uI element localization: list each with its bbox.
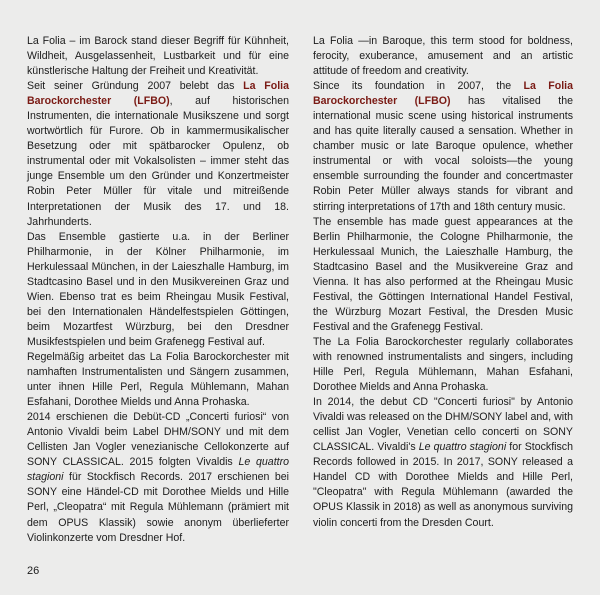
german-venues-paragraph: Das Ensemble gastierte u.a. in der Berliner Philharmonie, in der Kölner Philharmonie, im Herkulessaal München, in der Laieszhalle Hamburg, im Stadtcasino Basel und in den Musikvereinen Graz und Wien. Ebenso trat es beim Rheingau Musik Festival, bei den Internationalen Händelfestspielen Göttingen, beim Mozartfest Würzburg, bei den Dresdner Musikfestspielen und beim Grafenegg Festival auf.: [27, 230, 289, 348]
english-founding-paragraph: Since its foundation in 2007, the La Folia Barockorchester (LFBO) has vitalised the international music scene using historical instruments and has quite literally caused a sensation. Whether in chamber music or late Baroque opulence, whether instrumental or with vocal soloists—the young ensemble surrounding the founder and concertmaster Robin Peter Müller always stands for vibrant and stirring interpretations of 17th and 18th century music.: [313, 80, 574, 213]
album-title-italic: Le quattro stagioni: [27, 456, 289, 484]
ensemble-name-highlight: La Folia Barockorchester (LFBO): [27, 80, 289, 108]
german-intro-paragraph: La Folia – im Barock stand dieser Begriff für Kühnheit, Wildheit, Ausgelassenheit, Lustbarkeit und für eine künstlerische Haltung der Freiheit und Kreativität.: [27, 35, 289, 78]
german-discography-paragraph: 2014 erschienen die Debüt-CD „Concerti furiosi“ von Antonio Vivaldi beim Label DHM/SONY und mit dem Cellisten Jan Vogler venezianische Cellokonzerte auf SONY CLASSICAL. 2015 folgten Vivaldis Le quattro stagioni für Stockfisch Records. 2017 erschienen bei SONY eine Händel-CD mit Dorothee Mields und Hille Perl, „Cleopatra“ mit Regula Mühlemann (prämiert mit dem OPUS Klassik) sowie anonym überlieferter Violinkonzerte vom Dresdner Hof.: [27, 411, 289, 544]
german-founding-paragraph: Seit seiner Gründung 2007 belebt das La Folia Barockorchester (LFBO), auf historischen Instrumenten, die internationale Musikszene und sorgt wortwörtlich für Furore. Ob in kammermusikalischer Besetzung oder mit spätbarocker Opulenz, ob instrumental oder mit Vokalsolisten – immer steht das junge Ensemble um den Gründer und Konzertmeister Robin Peter Müller für vitale und mitreißende Interpretationen der Musik des 17. und 18. Jahrhunderts.: [27, 80, 289, 228]
english-column: [313, 34, 573, 531]
english-collaborators-paragraph: The La Folia Barockorchester regularly collaborates with renowned instrumentalists and singers, including Hille Perl, Regula Mühlemann, Mahan Esfahani, Dorothee Mields and Anna Prohaska.: [313, 335, 573, 394]
english-discography-paragraph: In 2014, the debut CD "Concerti furiosi" by Antonio Vivaldi was released on the DHM/SONY label and, with cellist Jan Vogler, Venetian cello concerti on SONY CLASSICAL. Vivaldi's Le quattro stagioni for Stockfisch Records followed in 2015. In 2017, SONY released a Handel CD with Dorothee Mields and Hille Perl, "Cleopatra" with Regula Mühlemann (awarded the OPUS Klassik in 2018) as well as anonymous surviving violin concerti from the Dresden Court.: [313, 396, 573, 529]
page-number: 26: [27, 565, 40, 577]
english-intro-paragraph: La Folia —in Baroque, this term stood for boldness, ferocity, exuberance, amusement and an artistic attitude of freedom and creativity.: [313, 35, 573, 78]
ensemble-name-highlight: La Folia Barockorchester (LFBO): [313, 80, 574, 108]
german-column: [27, 34, 289, 546]
german-collaborators-paragraph: Regelmäßig arbeitet das La Folia Barockorchester mit namhaften Instrumentalisten und Sängern zusammen, unter ihnen Hille Perl, Regula Mühlemann, Mahan Esfahani, Dorothee Mields und Anna Prohaska.: [27, 350, 289, 409]
english-venues-paragraph: The ensemble has made guest appearances at the Berlin Philharmonie, the Cologne Philharmonie, the Herkulessaal Munich, the Laieszhalle Hamburg, the Stadtcasino Basel and the Musikvereine Graz and Vienna. It has also performed at the Rheingau Music Festival, the Göttingen International Handel Festival, the Würzburg Mozart Festival, the Dresden Music Festival and the Grafenegg Festival.: [313, 215, 573, 333]
album-title-italic: Le quattro stagioni: [418, 441, 507, 454]
